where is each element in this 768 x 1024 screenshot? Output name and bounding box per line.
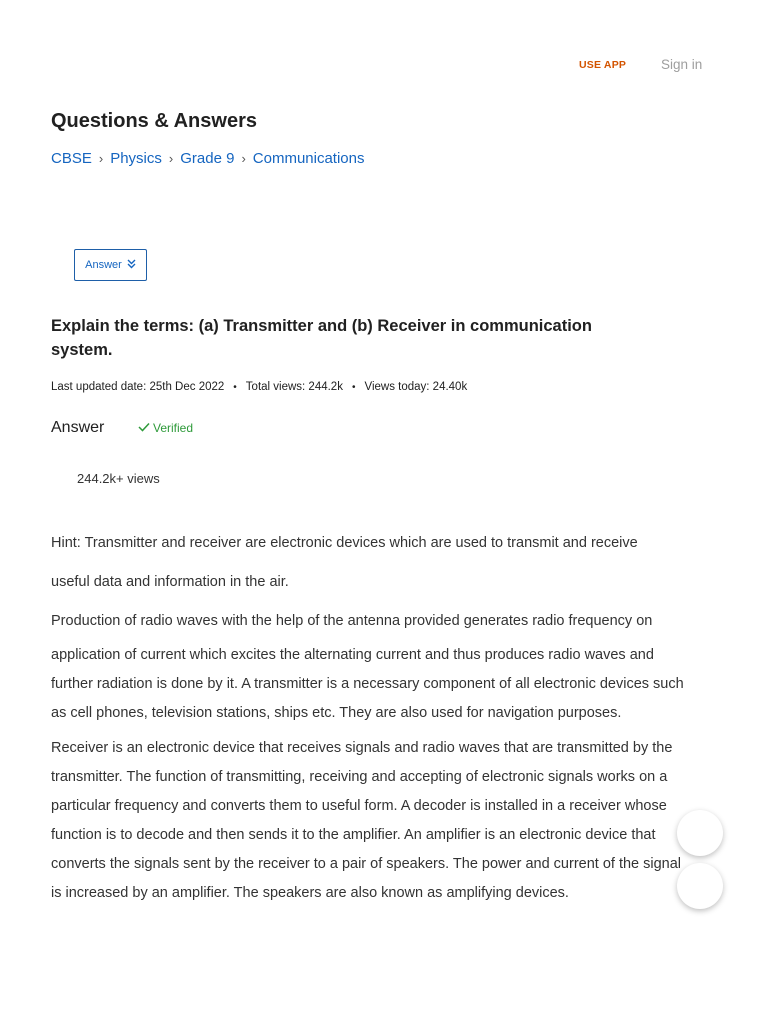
dot-separator: • xyxy=(233,381,237,393)
answer-heading: Answer xyxy=(51,419,105,436)
top-bar xyxy=(0,0,768,100)
floating-action-button[interactable] xyxy=(677,810,723,856)
receiver-paragraph: Receiver is an electronic device that receives signals and radio waves that are transmitted by the transmitter. The function of transmitting, receiving and accepting of electronic signals works on a particular frequency and converts them to useful form. A decoder is installed in a receiver whose function is to decode and then sends it to the amplifier. An amplifier is an electronic device that converts the signals sent by the receiver to a pair of speakers. The power and current of the signal is increased by an amplifier. The speakers are also known as amplifying devices. xyxy=(51,740,682,901)
breadcrumb-item-communications[interactable]: Communications xyxy=(252,150,365,167)
hint-line-2: useful data and information in the air. xyxy=(51,574,289,590)
chevron-right-icon: › xyxy=(241,151,246,166)
answer-button-label: Answer xyxy=(85,259,122,271)
total-views: Total views: 244.2k xyxy=(245,381,343,393)
breadcrumb-item-cbse[interactable]: CBSE xyxy=(51,150,92,167)
answer-content xyxy=(51,524,691,908)
production-rest: application of current which excites the alternating current and thus produces radio waves and further radiation is done by it. A transmitter is a necessary component of all electronic devices such as cell phones, television stations, ships etc. They are also used for navigation purposes. xyxy=(51,647,684,721)
sign-in-link[interactable]: Sign in xyxy=(661,57,703,72)
breadcrumb-item-grade[interactable]: Grade 9 xyxy=(180,150,235,167)
checkmark-icon xyxy=(138,421,150,435)
hint-paragraph xyxy=(51,524,691,602)
verified-label: Verified xyxy=(153,421,194,435)
production-line-1: Production of radio waves with the help of the antenna provided generates radio frequency on xyxy=(51,613,653,629)
last-updated-date: Last updated date: 25th Dec 2022 xyxy=(51,381,225,393)
use-app-link[interactable]: USE APP xyxy=(579,59,627,71)
breadcrumb xyxy=(51,150,365,167)
question-title: Explain the terms: (a) Transmitter and (b) Receiver in communication system. xyxy=(51,317,592,359)
answer-views: 244.2k+ views xyxy=(77,471,160,486)
floating-action-button[interactable] xyxy=(677,863,723,909)
page-title: Questions & Answers xyxy=(51,110,257,132)
views-today: Views today: 24.40k xyxy=(364,381,468,393)
dot-separator: • xyxy=(351,381,356,393)
answer-button[interactable] xyxy=(74,249,147,281)
hint-line-1: Hint: Transmitter and receiver are electronic devices which are used to transmit and receive xyxy=(51,535,638,551)
production-paragraph xyxy=(51,602,691,728)
breadcrumb-item-physics[interactable]: Physics xyxy=(110,150,162,167)
verified-badge xyxy=(138,421,193,435)
chevron-right-icon: › xyxy=(98,151,104,166)
question-meta xyxy=(51,381,467,393)
double-chevron-down-icon xyxy=(127,259,136,272)
chevron-right-icon: › xyxy=(168,151,174,166)
